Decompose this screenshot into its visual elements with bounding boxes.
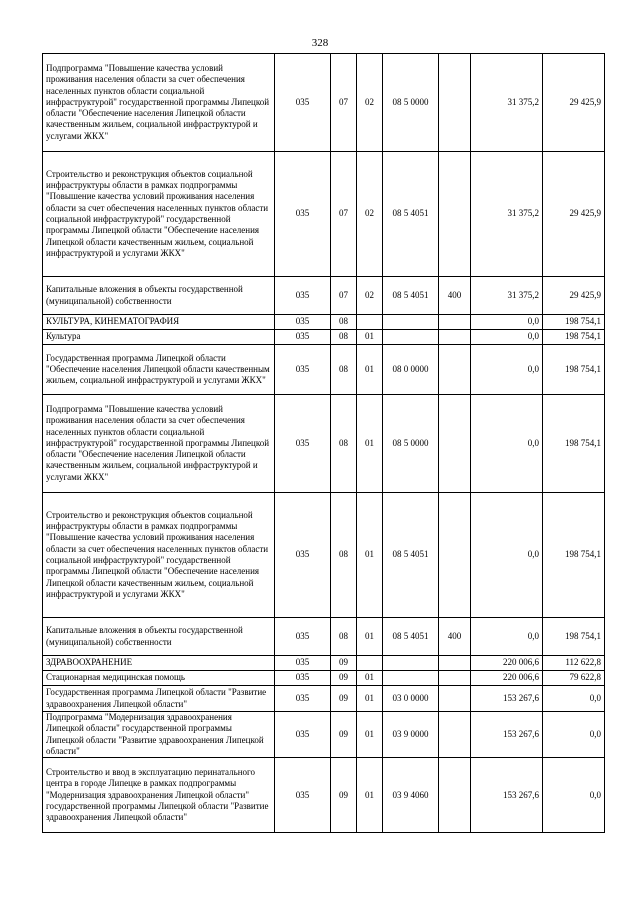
row-section: 08 [331,330,357,345]
row-sum-year-2: 198 754,1 [543,315,605,330]
budget-table [42,53,605,833]
row-expense-type [439,758,471,833]
row-sum-year-1: 0,0 [471,315,543,330]
row-target-article: 08 5 0000 [383,54,439,152]
row-target-article [383,330,439,345]
row-subsection: 01 [357,330,383,345]
row-sum-year-1: 220 006,6 [471,671,543,686]
row-target-article [383,671,439,686]
table-row [43,712,605,758]
row-sum-year-1: 153 267,6 [471,712,543,758]
row-sum-year-2: 198 754,1 [543,493,605,618]
row-expense-type: 400 [439,618,471,656]
row-admin-code: 035 [275,758,331,833]
table-row [43,54,605,152]
row-section: 07 [331,277,357,315]
row-subsection: 02 [357,152,383,277]
row-expense-type [439,656,471,671]
row-admin-code: 035 [275,315,331,330]
row-section: 09 [331,686,357,712]
row-sum-year-2: 29 425,9 [543,277,605,315]
row-admin-code: 035 [275,395,331,493]
row-subsection: 01 [357,493,383,618]
row-name: Культура [43,330,275,345]
row-admin-code: 035 [275,330,331,345]
row-admin-code: 035 [275,345,331,395]
table-row [43,686,605,712]
row-target-article: 08 5 4051 [383,493,439,618]
row-expense-type [439,152,471,277]
row-expense-type [439,493,471,618]
row-section: 07 [331,152,357,277]
row-sum-year-2: 198 754,1 [543,345,605,395]
row-name: Государственная программа Липецкой области "Обеспечение населения Липецкой области качественным жильем, социальной инфраструктурой и услугами ЖКХ" [43,345,275,395]
row-sum-year-1: 0,0 [471,330,543,345]
row-target-article: 03 9 4060 [383,758,439,833]
row-section: 08 [331,618,357,656]
row-sum-year-2: 198 754,1 [543,330,605,345]
row-expense-type [439,315,471,330]
row-name: Подпрограмма "Модернизация здравоохранения Липецкой области" государственной программы Липецкой области "Развитие здравоохранения Липецкой области" [43,712,275,758]
row-subsection: 01 [357,712,383,758]
row-target-article [383,315,439,330]
row-section: 08 [331,493,357,618]
row-expense-type [439,686,471,712]
row-expense-type [439,345,471,395]
table-row [43,493,605,618]
row-sum-year-1: 0,0 [471,395,543,493]
row-expense-type: 400 [439,277,471,315]
row-admin-code: 035 [275,712,331,758]
row-subsection: 01 [357,395,383,493]
row-admin-code: 035 [275,493,331,618]
row-section: 09 [331,758,357,833]
row-target-article: 08 5 4051 [383,618,439,656]
row-subsection: 01 [357,686,383,712]
row-target-article [383,656,439,671]
row-target-article: 08 0 0000 [383,345,439,395]
row-sum-year-1: 0,0 [471,345,543,395]
row-sum-year-1: 220 006,6 [471,656,543,671]
row-target-article: 03 9 0000 [383,712,439,758]
row-sum-year-2: 198 754,1 [543,395,605,493]
row-subsection: 01 [357,758,383,833]
row-name: Строительство и ввод в эксплуатацию перинатального центра в городе Липецке в рамках подпрограммы "Модернизация здравоохранения Липецкой области" государственной программы Липецкой области "Развитие здравоохранения Липецкой области" [43,758,275,833]
row-name: Строительство и реконструкция объектов социальной инфраструктуры области в рамках подпрограммы "Повышение качества условий проживания населения области за счет обеспечения населенных пунктов области социальной инфраструктурой" государственной программы Липецкой области "Обеспечение населения Липецкой области качественным жильем, социальной инфраструктурой и услугами ЖКХ" [43,493,275,618]
row-admin-code: 035 [275,618,331,656]
row-name: Подпрограмма "Повышение качества условий проживания населения области за счет обеспечения населенных пунктов области социальной инфраструктурой" государственной программы Липецкой области "Обеспечение населения Липецкой области качественным жильем, социальной инфраструктурой и услугами ЖКХ" [43,395,275,493]
row-subsection: 01 [357,618,383,656]
row-name: Подпрограмма "Повышение качества условий проживания населения области за счет обеспечения населенных пунктов области социальной инфраструктурой" государственной программы Липецкой области "Обеспечение населения Липецкой области качественным жильем, социальной инфраструктурой и услугами ЖКХ" [43,54,275,152]
row-sum-year-1: 31 375,2 [471,54,543,152]
row-section: 07 [331,54,357,152]
row-expense-type [439,54,471,152]
row-sum-year-2: 0,0 [543,712,605,758]
table-row [43,277,605,315]
row-target-article: 08 5 4051 [383,277,439,315]
row-section: 09 [331,712,357,758]
row-subsection [357,656,383,671]
row-sum-year-1: 153 267,6 [471,758,543,833]
row-sum-year-1: 153 267,6 [471,686,543,712]
row-expense-type [439,712,471,758]
row-sum-year-2: 0,0 [543,758,605,833]
row-sum-year-2: 112 622,8 [543,656,605,671]
row-name: Государственная программа Липецкой области "Развитие здравоохранения Липецкой области" [43,686,275,712]
row-target-article: 08 5 0000 [383,395,439,493]
row-name: ЗДРАВООХРАНЕНИЕ [43,656,275,671]
row-sum-year-1: 31 375,2 [471,152,543,277]
row-name: Строительство и реконструкция объектов социальной инфраструктуры области в рамках подпрограммы "Повышение качества условий проживания населения области за счет обеспечения населенных пунктов области социальной инфраструктурой" государственной программы Липецкой области "Обеспечение населения Липецкой области качественным жильем, социальной инфраструктурой и услугами ЖКХ" [43,152,275,277]
row-sum-year-2: 0,0 [543,686,605,712]
row-admin-code: 035 [275,686,331,712]
table-row [43,152,605,277]
row-target-article: 03 0 0000 [383,686,439,712]
row-admin-code: 035 [275,54,331,152]
row-expense-type [439,395,471,493]
table-row [43,345,605,395]
table-row [43,395,605,493]
row-sum-year-1: 0,0 [471,493,543,618]
row-subsection: 02 [357,54,383,152]
table-row [43,758,605,833]
page-number: 328 [311,37,329,49]
table-row [43,656,605,671]
row-section: 08 [331,395,357,493]
row-admin-code: 035 [275,152,331,277]
table-row [43,315,605,330]
row-sum-year-1: 0,0 [471,618,543,656]
row-subsection [357,315,383,330]
row-subsection: 02 [357,277,383,315]
row-sum-year-2: 29 425,9 [543,152,605,277]
row-name: Стационарная медицинская помощь [43,671,275,686]
row-section: 09 [331,671,357,686]
row-admin-code: 035 [275,656,331,671]
row-sum-year-2: 29 425,9 [543,54,605,152]
row-expense-type [439,330,471,345]
row-section: 09 [331,656,357,671]
row-sum-year-2: 79 622,8 [543,671,605,686]
row-name: КУЛЬТУРА, КИНЕМАТОГРАФИЯ [43,315,275,330]
row-sum-year-2: 198 754,1 [543,618,605,656]
row-name: Капитальные вложения в объекты государственной (муниципальной) собственности [43,277,275,315]
row-subsection: 01 [357,345,383,395]
row-subsection: 01 [357,671,383,686]
table-row [43,330,605,345]
row-sum-year-1: 31 375,2 [471,277,543,315]
row-section: 08 [331,345,357,395]
row-target-article: 08 5 4051 [383,152,439,277]
row-admin-code: 035 [275,277,331,315]
table-row [43,671,605,686]
row-section: 08 [331,315,357,330]
table-body [43,54,605,833]
row-name: Капитальные вложения в объекты государственной (муниципальной) собственности [43,618,275,656]
row-admin-code: 035 [275,671,331,686]
table-row [43,618,605,656]
row-expense-type [439,671,471,686]
